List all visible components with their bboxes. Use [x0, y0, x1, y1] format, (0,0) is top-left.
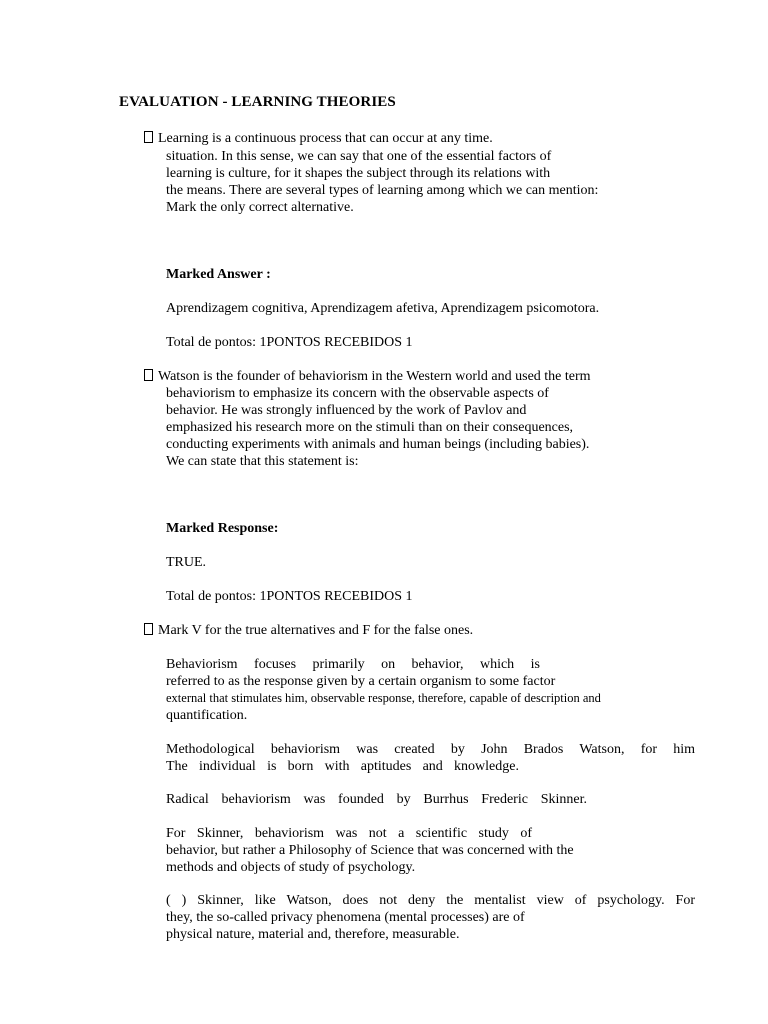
item-2-line-1: Methodological behaviorism was created by John Brados Watson, for him [166, 742, 695, 757]
question-1-points: Total de pontos: 1PONTOS RECEBIDOS 1 [166, 335, 413, 350]
question-2-points: Total de pontos: 1PONTOS RECEBIDOS 1 [166, 589, 413, 604]
question-2-line-6: We can state that this statement is: [166, 454, 359, 469]
document-title: EVALUATION - LEARNING THEORIES [119, 94, 396, 110]
question-1-line-3: learning is culture, for it shapes the subject through its relations with [166, 166, 551, 181]
question-2-answer: TRUE. [166, 555, 207, 570]
item-5-line-1: ( ) Skinner, like Watson, does not deny the mentalist view of psychology. For [166, 893, 695, 908]
item-1-line-4: quantification. [166, 708, 248, 723]
checkbox-bullet-icon [144, 131, 153, 143]
question-1-text-1: Learning is a continuous process that can occur at any time. [158, 131, 493, 146]
question-2-line-3: behavior. He was strongly influenced by the work of Pavlov and [166, 403, 527, 418]
item-4-line-3: methods and objects of study of psychology. [166, 860, 416, 875]
question-1-line-5: Mark the only correct alternative. [166, 200, 354, 215]
question-1-answer-label: Marked Answer : [166, 267, 271, 282]
question-2-answer-label: Marked Response: [166, 521, 279, 536]
question-3-intro-text: Mark V for the true alternatives and F for the false ones. [158, 623, 474, 638]
item-1-line-2: referred to as the response given by a certain organism to some factor [166, 674, 556, 689]
question-1-line-1 [144, 130, 493, 147]
item-4-line-2: behavior, but rather a Philosophy of Science that was concerned with the [166, 843, 574, 858]
item-2-line-2: The individual is born with aptitudes and knowledge. [166, 759, 519, 774]
item-4-line-1: For Skinner, behaviorism was not a scientific study of [166, 826, 532, 841]
question-2-line-4: emphasized his research more on the stimuli than on their consequences, [166, 420, 574, 435]
question-1-answer: Aprendizagem cognitiva, Aprendizagem afetiva, Aprendizagem psicomotora. [166, 301, 600, 316]
checkbox-bullet-icon [144, 369, 153, 381]
question-2-line-5: conducting experiments with animals and human beings (including babies). [166, 437, 590, 452]
question-3-intro [144, 622, 473, 639]
item-1-line-1: Behaviorism focuses primarily on behavior, which is [166, 657, 540, 672]
question-2-line-2: behaviorism to emphasize its concern with the observable aspects of [166, 386, 549, 401]
item-5-line-2: they, the so-called privacy phenomena (mental processes) are of [166, 910, 525, 925]
item-5-line-3: physical nature, material and, therefore, measurable. [166, 927, 460, 942]
item-3-line-1: Radical behaviorism was founded by Burrhus Frederic Skinner. [166, 792, 587, 807]
question-1-line-2: situation. In this sense, we can say that one of the essential factors of [166, 149, 552, 164]
item-1-line-3: external that stimulates him, observable response, therefore, capable of description and [166, 691, 601, 705]
question-1-line-4: the means. There are several types of learning among which we can mention: [166, 183, 599, 198]
checkbox-bullet-icon [144, 623, 153, 635]
question-2-text-1: Watson is the founder of behaviorism in the Western world and used the term [158, 369, 591, 384]
question-2-line-1 [144, 368, 591, 385]
